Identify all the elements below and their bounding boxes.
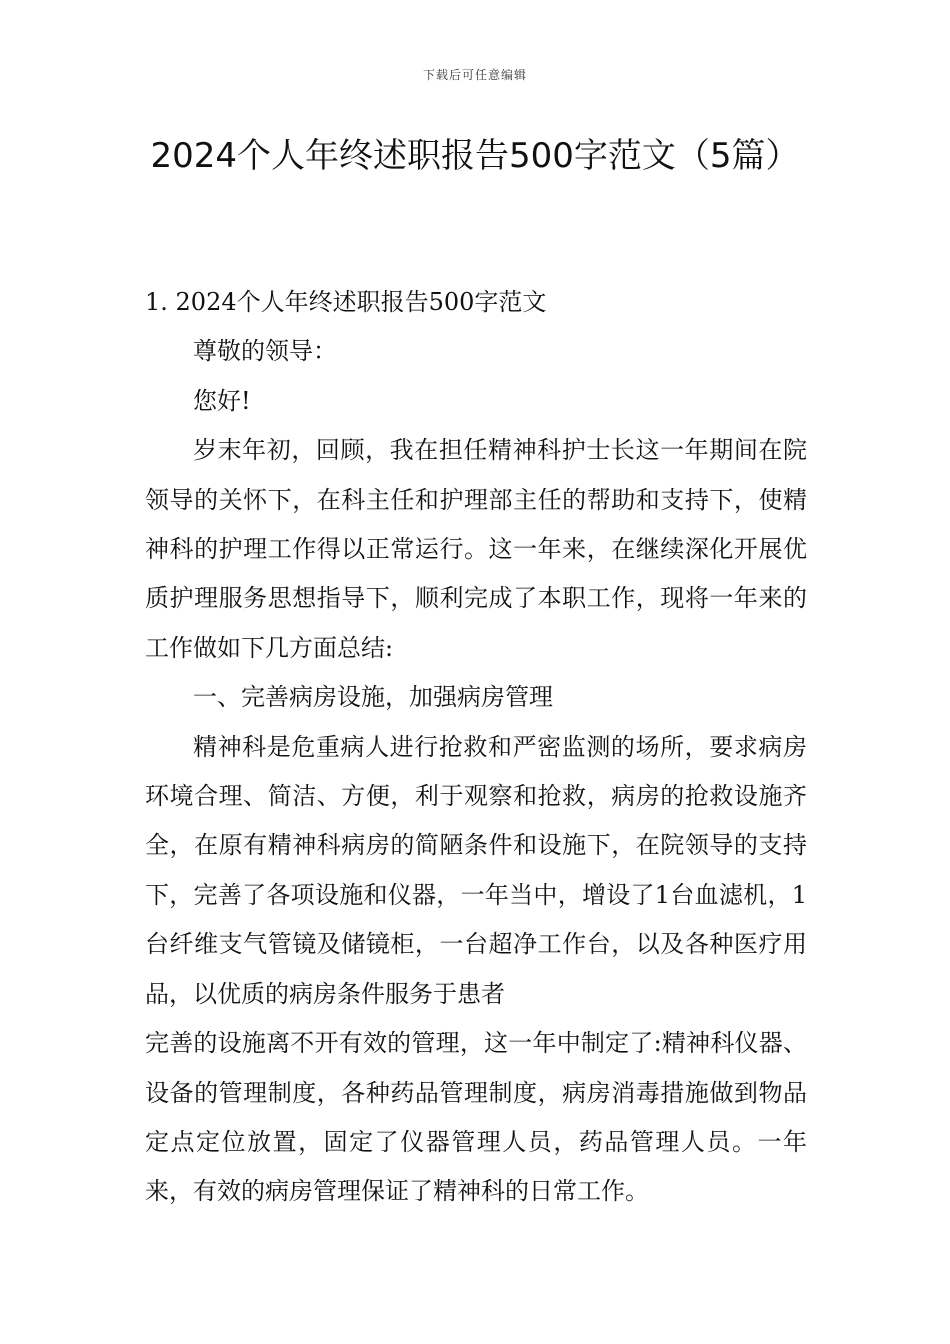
header-note: 下载后可任意编辑 bbox=[422, 68, 527, 82]
document-title: 2024个人年终述职报告500字范文（5篇） bbox=[150, 136, 800, 176]
section-heading: 1. 2024个人年终述职报告500字范文 bbox=[145, 288, 547, 316]
document-body bbox=[145, 278, 807, 1217]
greeting: 您好! bbox=[193, 386, 251, 415]
subheading-ward-management: 一、完善病房设施，加强病房管理 bbox=[193, 683, 553, 712]
paragraph-management: 完善的设施离不开有效的管理，这一年中制定了:精神科仪器、设备的管理制度，各种药品管理制度，病房消毒措施做到物品定点定位放置，固定了仪器管理人员，药品管理人员。一年来，有效的病房管理保证了精神科的日常工作。 bbox=[145, 1029, 807, 1206]
paragraph-intro: 岁末年初，回顾，我在担任精神科护士长这一年期间在院领导的关怀下，在科主任和护理部主任的帮助和支持下，使精神科的护理工作得以正常运行。这一年来，在继续深化开展优质护理服务思想指导下，顺利完成了本职工作，现将一年来的工作做如下几方面总结: bbox=[145, 436, 807, 662]
salutation: 尊敬的领导： bbox=[193, 337, 337, 366]
paragraph-facilities: 精神科是危重病人进行抢救和严密监测的场所，要求病房环境合理、简洁、方便，利于观察和抢救，病房的抢救设施齐全，在原有精神科病房的简陋条件和设施下，在院领导的支持下，完善了各项设施和仪器，一年当中，增设了1台血滤机，1台纤维支气管镜及储镜柜，一台超净工作台，以及各种医疗用品，以优质的病房条件服务于患者 bbox=[145, 732, 807, 1008]
